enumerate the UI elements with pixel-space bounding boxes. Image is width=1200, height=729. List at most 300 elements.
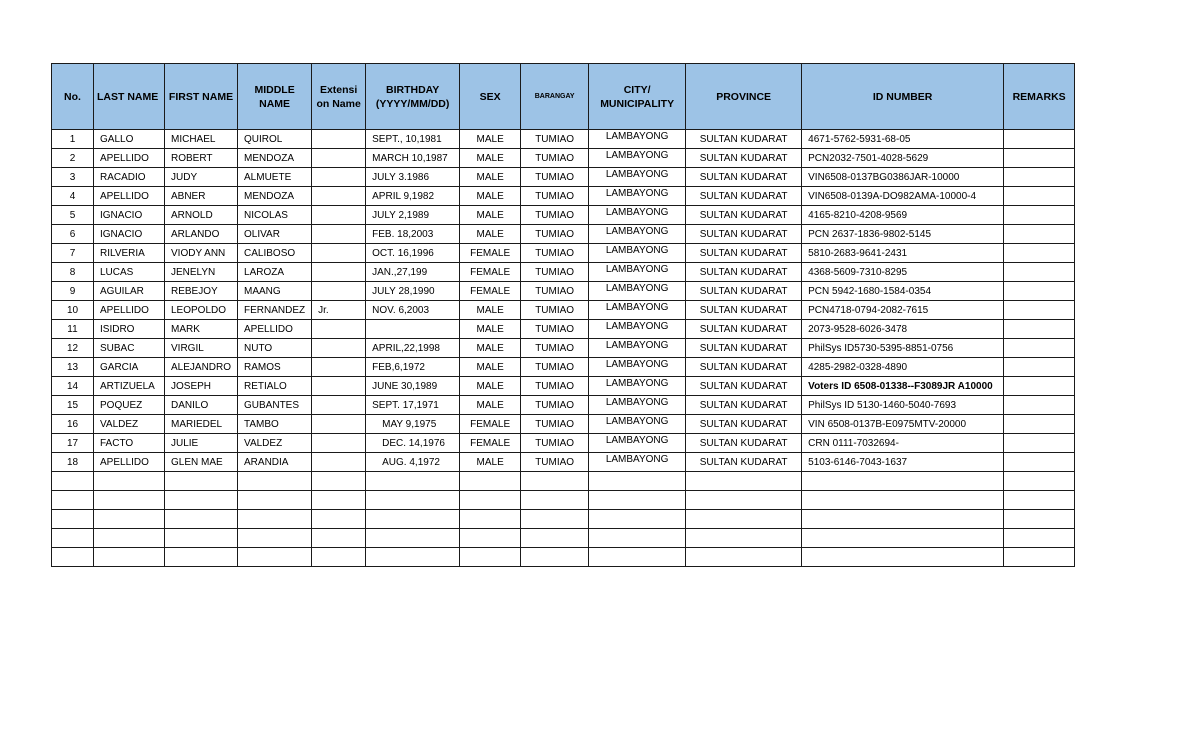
cell-province: SULTAN KUDARAT <box>686 320 802 339</box>
cell-province: SULTAN KUDARAT <box>686 187 802 206</box>
cell-id-number: PCN4718-0794-2082-7615 <box>802 301 1004 320</box>
empty-row <box>52 548 1075 567</box>
empty-cell <box>366 491 460 510</box>
cell-birthday: FEB,6,1972 <box>366 358 460 377</box>
empty-cell <box>686 491 802 510</box>
cell-last-name: SUBAC <box>94 339 165 358</box>
cell-sex: MALE <box>460 149 521 168</box>
cell-extension <box>312 396 366 415</box>
cell-extension <box>312 434 366 453</box>
cell-sex: MALE <box>460 168 521 187</box>
cell-middle-name: ARANDIA <box>238 453 312 472</box>
cell-province: SULTAN KUDARAT <box>686 301 802 320</box>
cell-middle-name: LAROZA <box>238 263 312 282</box>
cell-middle-name: FERNANDEZ <box>238 301 312 320</box>
cell-no: 4 <box>52 187 94 206</box>
cell-first-name: GLEN MAE <box>165 453 238 472</box>
cell-middle-name: CALIBOSO <box>238 244 312 263</box>
empty-cell <box>238 491 312 510</box>
cell-extension <box>312 206 366 225</box>
cell-extension <box>312 358 366 377</box>
empty-cell <box>1004 472 1075 491</box>
cell-no: 13 <box>52 358 94 377</box>
cell-birthday <box>366 320 460 339</box>
empty-cell <box>366 529 460 548</box>
empty-cell <box>238 529 312 548</box>
empty-cell <box>460 472 521 491</box>
cell-remarks <box>1004 168 1075 187</box>
cell-province: SULTAN KUDARAT <box>686 168 802 187</box>
cell-city: LAMBAYONG <box>589 358 686 377</box>
cell-first-name: ROBERT <box>165 149 238 168</box>
beneficiary-table <box>51 63 1075 567</box>
cell-last-name: LUCAS <box>94 263 165 282</box>
empty-cell <box>165 529 238 548</box>
cell-no: 18 <box>52 453 94 472</box>
cell-province: SULTAN KUDARAT <box>686 206 802 225</box>
cell-extension <box>312 282 366 301</box>
cell-province: SULTAN KUDARAT <box>686 377 802 396</box>
cell-first-name: MICHAEL <box>165 130 238 149</box>
cell-first-name: ARNOLD <box>165 206 238 225</box>
cell-birthday: JULY 3.1986 <box>366 168 460 187</box>
cell-birthday: JUNE 30,1989 <box>366 377 460 396</box>
cell-last-name: GALLO <box>94 130 165 149</box>
empty-cell <box>686 529 802 548</box>
empty-cell <box>1004 529 1075 548</box>
empty-cell <box>366 510 460 529</box>
empty-cell <box>589 529 686 548</box>
cell-barangay: TUMIAO <box>521 244 589 263</box>
cell-barangay: TUMIAO <box>521 320 589 339</box>
cell-middle-name: TAMBO <box>238 415 312 434</box>
cell-last-name: IGNACIO <box>94 225 165 244</box>
table-row <box>52 225 1075 244</box>
cell-remarks <box>1004 149 1075 168</box>
cell-birthday: AUG. 4,1972 <box>366 453 460 472</box>
cell-province: SULTAN KUDARAT <box>686 434 802 453</box>
cell-barangay: TUMIAO <box>521 453 589 472</box>
table-row <box>52 244 1075 263</box>
empty-cell <box>312 529 366 548</box>
cell-remarks <box>1004 244 1075 263</box>
cell-last-name: APELLIDO <box>94 187 165 206</box>
cell-last-name: RILVERIA <box>94 244 165 263</box>
table-row <box>52 415 1075 434</box>
cell-last-name: APELLIDO <box>94 149 165 168</box>
table-row <box>52 339 1075 358</box>
cell-birthday: APRIL,22,1998 <box>366 339 460 358</box>
table-row <box>52 206 1075 225</box>
cell-extension <box>312 130 366 149</box>
cell-city: LAMBAYONG <box>589 434 686 453</box>
empty-cell <box>94 510 165 529</box>
empty-cell <box>521 491 589 510</box>
cell-city: LAMBAYONG <box>589 415 686 434</box>
empty-cell <box>238 472 312 491</box>
cell-remarks <box>1004 415 1075 434</box>
empty-cell <box>589 548 686 567</box>
cell-barangay: TUMIAO <box>521 339 589 358</box>
empty-cell <box>366 472 460 491</box>
cell-middle-name: VALDEZ <box>238 434 312 453</box>
empty-cell <box>802 491 1004 510</box>
cell-sex: FEMALE <box>460 263 521 282</box>
cell-no: 5 <box>52 206 94 225</box>
cell-barangay: TUMIAO <box>521 263 589 282</box>
empty-cell <box>686 548 802 567</box>
cell-birthday: SEPT., 10,1981 <box>366 130 460 149</box>
cell-first-name: JUDY <box>165 168 238 187</box>
cell-no: 14 <box>52 377 94 396</box>
cell-birthday: OCT. 16,1996 <box>366 244 460 263</box>
cell-no: 11 <box>52 320 94 339</box>
empty-cell <box>165 548 238 567</box>
cell-extension <box>312 263 366 282</box>
empty-cell <box>1004 491 1075 510</box>
cell-middle-name: QUIROL <box>238 130 312 149</box>
cell-id-number: PCN2032-7501-4028-5629 <box>802 149 1004 168</box>
cell-no: 2 <box>52 149 94 168</box>
header-last-name: LAST NAME <box>94 64 165 130</box>
empty-cell <box>312 510 366 529</box>
cell-middle-name: GUBANTES <box>238 396 312 415</box>
empty-cell <box>686 510 802 529</box>
table-row <box>52 187 1075 206</box>
cell-no: 1 <box>52 130 94 149</box>
cell-city: LAMBAYONG <box>589 168 686 187</box>
table-row <box>52 358 1075 377</box>
cell-birthday: MARCH 10,1987 <box>366 149 460 168</box>
cell-id-number: VIN6508-0137BG0386JAR-10000 <box>802 168 1004 187</box>
empty-cell <box>460 510 521 529</box>
cell-id-number: PCN 5942-1680-1584-0354 <box>802 282 1004 301</box>
cell-remarks <box>1004 339 1075 358</box>
cell-city: LAMBAYONG <box>589 225 686 244</box>
cell-remarks <box>1004 206 1075 225</box>
cell-sex: MALE <box>460 339 521 358</box>
cell-birthday: JULY 2,1989 <box>366 206 460 225</box>
cell-remarks <box>1004 453 1075 472</box>
header-id-number: ID NUMBER <box>802 64 1004 130</box>
empty-cell <box>802 472 1004 491</box>
cell-birthday: FEB. 18,2003 <box>366 225 460 244</box>
empty-cell <box>589 491 686 510</box>
empty-cell <box>94 491 165 510</box>
cell-middle-name: RETIALO <box>238 377 312 396</box>
empty-row <box>52 510 1075 529</box>
cell-remarks <box>1004 187 1075 206</box>
cell-barangay: TUMIAO <box>521 187 589 206</box>
empty-cell <box>165 510 238 529</box>
empty-cell <box>1004 548 1075 567</box>
cell-id-number: PhilSys ID5730-5395-8851-0756 <box>802 339 1004 358</box>
cell-last-name: VALDEZ <box>94 415 165 434</box>
cell-extension <box>312 225 366 244</box>
cell-first-name: VIRGIL <box>165 339 238 358</box>
cell-city: LAMBAYONG <box>589 206 686 225</box>
cell-extension <box>312 320 366 339</box>
empty-cell <box>165 491 238 510</box>
empty-cell <box>589 472 686 491</box>
cell-province: SULTAN KUDARAT <box>686 358 802 377</box>
cell-middle-name: RAMOS <box>238 358 312 377</box>
empty-cell <box>521 529 589 548</box>
empty-row <box>52 529 1075 548</box>
cell-middle-name: ALMUETE <box>238 168 312 187</box>
cell-sex: FEMALE <box>460 434 521 453</box>
cell-city: LAMBAYONG <box>589 149 686 168</box>
empty-cell <box>589 510 686 529</box>
empty-cell <box>238 548 312 567</box>
cell-remarks <box>1004 225 1075 244</box>
cell-first-name: JENELYN <box>165 263 238 282</box>
cell-last-name: APELLIDO <box>94 301 165 320</box>
cell-sex: MALE <box>460 187 521 206</box>
cell-barangay: TUMIAO <box>521 434 589 453</box>
cell-extension: Jr. <box>312 301 366 320</box>
cell-last-name: ARTIZUELA <box>94 377 165 396</box>
cell-id-number: PhilSys ID 5130-1460-5040-7693 <box>802 396 1004 415</box>
cell-province: SULTAN KUDARAT <box>686 282 802 301</box>
cell-last-name: AGUILAR <box>94 282 165 301</box>
table-row <box>52 263 1075 282</box>
cell-birthday: JULY 28,1990 <box>366 282 460 301</box>
cell-barangay: TUMIAO <box>521 396 589 415</box>
header-middle-name: MIDDLE NAME <box>238 64 312 130</box>
empty-row <box>52 472 1075 491</box>
header-province: PROVINCE <box>686 64 802 130</box>
cell-birthday: NOV. 6,2003 <box>366 301 460 320</box>
cell-no: 8 <box>52 263 94 282</box>
cell-last-name: RACADIO <box>94 168 165 187</box>
empty-cell <box>312 548 366 567</box>
cell-province: SULTAN KUDARAT <box>686 453 802 472</box>
cell-remarks <box>1004 263 1075 282</box>
header-barangay: BARANGAY <box>521 64 589 130</box>
table-row <box>52 301 1075 320</box>
empty-cell <box>521 548 589 567</box>
cell-last-name: ISIDRO <box>94 320 165 339</box>
empty-cell <box>521 472 589 491</box>
table-row <box>52 453 1075 472</box>
cell-no: 9 <box>52 282 94 301</box>
header-city: CITY/ MUNICIPALITY <box>589 64 686 130</box>
cell-province: SULTAN KUDARAT <box>686 130 802 149</box>
empty-cell <box>460 548 521 567</box>
header-remarks: REMARKS <box>1004 64 1075 130</box>
cell-last-name: FACTO <box>94 434 165 453</box>
cell-middle-name: APELLIDO <box>238 320 312 339</box>
cell-id-number: 4285-2982-0328-4890 <box>802 358 1004 377</box>
table-row <box>52 282 1075 301</box>
table-row <box>52 434 1075 453</box>
cell-extension <box>312 187 366 206</box>
table-row <box>52 130 1075 149</box>
empty-cell <box>802 510 1004 529</box>
empty-cell <box>686 472 802 491</box>
cell-extension <box>312 453 366 472</box>
cell-sex: FEMALE <box>460 282 521 301</box>
cell-first-name: JOSEPH <box>165 377 238 396</box>
cell-id-number: 5810-2683-9641-2431 <box>802 244 1004 263</box>
cell-barangay: TUMIAO <box>521 301 589 320</box>
header-extension-name: Extensi on Name <box>312 64 366 130</box>
cell-id-number: 4368-5609-7310-8295 <box>802 263 1004 282</box>
cell-first-name: REBEJOY <box>165 282 238 301</box>
cell-province: SULTAN KUDARAT <box>686 244 802 263</box>
cell-remarks <box>1004 282 1075 301</box>
cell-remarks <box>1004 434 1075 453</box>
cell-province: SULTAN KUDARAT <box>686 263 802 282</box>
cell-sex: MALE <box>460 206 521 225</box>
cell-remarks <box>1004 130 1075 149</box>
empty-cell <box>366 548 460 567</box>
cell-first-name: LEOPOLDO <box>165 301 238 320</box>
cell-no: 7 <box>52 244 94 263</box>
cell-province: SULTAN KUDARAT <box>686 339 802 358</box>
cell-remarks <box>1004 396 1075 415</box>
cell-sex: MALE <box>460 320 521 339</box>
cell-last-name: APELLIDO <box>94 453 165 472</box>
cell-province: SULTAN KUDARAT <box>686 149 802 168</box>
empty-cell <box>312 472 366 491</box>
cell-province: SULTAN KUDARAT <box>686 396 802 415</box>
empty-cell <box>238 510 312 529</box>
cell-sex: MALE <box>460 301 521 320</box>
empty-cell <box>165 472 238 491</box>
empty-cell <box>802 529 1004 548</box>
cell-city: LAMBAYONG <box>589 187 686 206</box>
empty-cell <box>1004 510 1075 529</box>
cell-barangay: TUMIAO <box>521 282 589 301</box>
cell-first-name: ABNER <box>165 187 238 206</box>
cell-extension <box>312 244 366 263</box>
cell-barangay: TUMIAO <box>521 225 589 244</box>
header-first-name: FIRST NAME <box>165 64 238 130</box>
cell-city: LAMBAYONG <box>589 244 686 263</box>
cell-id-number: PCN 2637-1836-9802-5145 <box>802 225 1004 244</box>
cell-middle-name: MAANG <box>238 282 312 301</box>
cell-extension <box>312 149 366 168</box>
cell-sex: MALE <box>460 225 521 244</box>
empty-cell <box>460 491 521 510</box>
empty-cell <box>94 529 165 548</box>
cell-remarks <box>1004 320 1075 339</box>
cell-barangay: TUMIAO <box>521 206 589 225</box>
cell-middle-name: OLIVAR <box>238 225 312 244</box>
empty-cell <box>94 472 165 491</box>
cell-first-name: JULIE <box>165 434 238 453</box>
cell-city: LAMBAYONG <box>589 130 686 149</box>
empty-row <box>52 491 1075 510</box>
cell-birthday: JAN.,27,199 <box>366 263 460 282</box>
cell-city: LAMBAYONG <box>589 263 686 282</box>
header-row <box>52 64 1075 130</box>
cell-barangay: TUMIAO <box>521 130 589 149</box>
cell-id-number: 2073-9528-6026-3478 <box>802 320 1004 339</box>
cell-no: 3 <box>52 168 94 187</box>
empty-cell <box>52 529 94 548</box>
cell-id-number: Voters ID 6508-01338--F3089JR A10000 <box>802 377 1004 396</box>
table-row <box>52 168 1075 187</box>
cell-first-name: ARLANDO <box>165 225 238 244</box>
cell-middle-name: MENDOZA <box>238 187 312 206</box>
cell-no: 6 <box>52 225 94 244</box>
cell-extension <box>312 415 366 434</box>
cell-extension <box>312 168 366 187</box>
cell-middle-name: NICOLAS <box>238 206 312 225</box>
cell-barangay: TUMIAO <box>521 358 589 377</box>
cell-birthday: APRIL 9,1982 <box>366 187 460 206</box>
table-row <box>52 377 1075 396</box>
cell-remarks <box>1004 301 1075 320</box>
cell-sex: MALE <box>460 453 521 472</box>
cell-first-name: MARIEDEL <box>165 415 238 434</box>
table-row <box>52 320 1075 339</box>
cell-city: LAMBAYONG <box>589 301 686 320</box>
cell-no: 15 <box>52 396 94 415</box>
cell-id-number: 4165-8210-4208-9569 <box>802 206 1004 225</box>
cell-province: SULTAN KUDARAT <box>686 225 802 244</box>
empty-cell <box>521 510 589 529</box>
empty-cell <box>802 548 1004 567</box>
cell-extension <box>312 339 366 358</box>
cell-city: LAMBAYONG <box>589 282 686 301</box>
cell-sex: MALE <box>460 377 521 396</box>
cell-no: 16 <box>52 415 94 434</box>
cell-remarks <box>1004 358 1075 377</box>
cell-first-name: ALEJANDRO <box>165 358 238 377</box>
cell-middle-name: NUTO <box>238 339 312 358</box>
table-row <box>52 149 1075 168</box>
cell-birthday: DEC. 14,1976 <box>366 434 460 453</box>
cell-sex: MALE <box>460 358 521 377</box>
cell-id-number: VIN6508-0139A-DO982AMA-10000-4 <box>802 187 1004 206</box>
empty-cell <box>52 472 94 491</box>
header-birthday: BIRTHDAY (YYYY/MM/DD) <box>366 64 460 130</box>
cell-extension <box>312 377 366 396</box>
cell-last-name: POQUEZ <box>94 396 165 415</box>
header-no: No. <box>52 64 94 130</box>
cell-birthday: SEPT. 17,1971 <box>366 396 460 415</box>
header-sex: SEX <box>460 64 521 130</box>
cell-barangay: TUMIAO <box>521 168 589 187</box>
cell-birthday: MAY 9,1975 <box>366 415 460 434</box>
cell-no: 17 <box>52 434 94 453</box>
cell-first-name: VIODY ANN <box>165 244 238 263</box>
cell-first-name: MARK <box>165 320 238 339</box>
cell-barangay: TUMIAO <box>521 377 589 396</box>
cell-city: LAMBAYONG <box>589 377 686 396</box>
cell-id-number: 5103-6146-7043-1637 <box>802 453 1004 472</box>
cell-first-name: DANILO <box>165 396 238 415</box>
cell-city: LAMBAYONG <box>589 320 686 339</box>
cell-barangay: TUMIAO <box>521 415 589 434</box>
cell-sex: MALE <box>460 130 521 149</box>
cell-id-number: CRN 0111-7032694- <box>802 434 1004 453</box>
empty-cell <box>460 529 521 548</box>
cell-id-number: VIN 6508-0137B-E0975MTV-20000 <box>802 415 1004 434</box>
empty-cell <box>52 510 94 529</box>
cell-remarks <box>1004 377 1075 396</box>
cell-city: LAMBAYONG <box>589 339 686 358</box>
cell-id-number: 4671-5762-5931-68-05 <box>802 130 1004 149</box>
cell-city: LAMBAYONG <box>589 396 686 415</box>
empty-cell <box>312 491 366 510</box>
cell-sex: MALE <box>460 396 521 415</box>
empty-cell <box>52 548 94 567</box>
